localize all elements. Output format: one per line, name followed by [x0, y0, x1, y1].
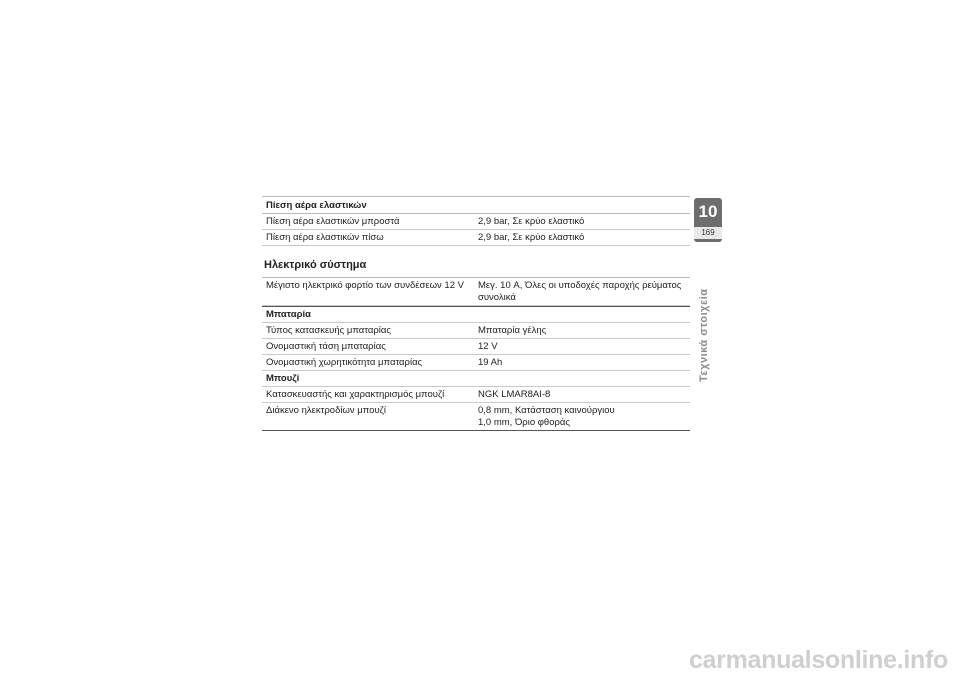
row-label: Τύπος κατασκευής μπαταρίας: [266, 325, 391, 336]
table-row: [262, 277, 690, 306]
electrical-heading: Ηλεκτρικό σύστημα: [264, 259, 367, 271]
row-label: Πίεση αέρα ελαστικών πίσω: [266, 232, 384, 243]
row-value: Μεγ. 10 A, Όλες οι υποδοχές παροχής ρεύματος συνολικά: [478, 280, 682, 303]
row-value: NGK LMAR8AI-8: [478, 389, 551, 400]
row-value: 19 Ah: [478, 357, 503, 368]
chapter-tab: [694, 198, 722, 242]
table-row: [262, 403, 690, 431]
row-label: Πίεση αέρα ελαστικών μπροστά: [266, 216, 400, 227]
page-number: 169: [694, 227, 722, 239]
row-label: Κατασκευαστής και χαρακτηρισμός μπουζί: [266, 389, 445, 400]
row-label: Μέγιστο ηλεκτρικό φορτίο των συνδέσεων 12 V: [266, 280, 464, 291]
row-label: Διάκενο ηλεκτροδίων μπουζί: [266, 405, 386, 416]
table-row: [262, 355, 690, 371]
chapter-title: Τεχνικά στοιχεία: [698, 288, 710, 382]
tyre-pressure-title: Πίεση αέρα ελαστικών: [262, 196, 690, 214]
row-value: 2,9 bar, Σε κρύο ελαστικό: [478, 232, 585, 243]
spec-content: [262, 196, 690, 431]
table-row: [262, 387, 690, 403]
spark-plug-subheading: Μπουζί: [262, 371, 690, 387]
watermark: carmanualsonline.info: [688, 646, 948, 674]
battery-subheading: Μπαταρία: [262, 306, 690, 323]
row-value: Μπαταρία γέλης: [478, 325, 547, 336]
row-label: Ονομαστική χωρητικότητα μπαταρίας: [266, 357, 423, 368]
table-row: [262, 323, 690, 339]
row-label: Ονομαστική τάση μπαταρίας: [266, 341, 386, 352]
table-row: [262, 230, 690, 246]
row-value: 2,9 bar, Σε κρύο ελαστικό: [478, 216, 585, 227]
table-row: [262, 339, 690, 355]
row-value: 12 V: [478, 341, 498, 352]
row-value: 0,8 mm, Κατάσταση καινούργιου 1,0 mm, Όριο φθοράς: [478, 405, 615, 428]
table-row: [262, 214, 690, 230]
chapter-number: 10: [698, 202, 718, 221]
